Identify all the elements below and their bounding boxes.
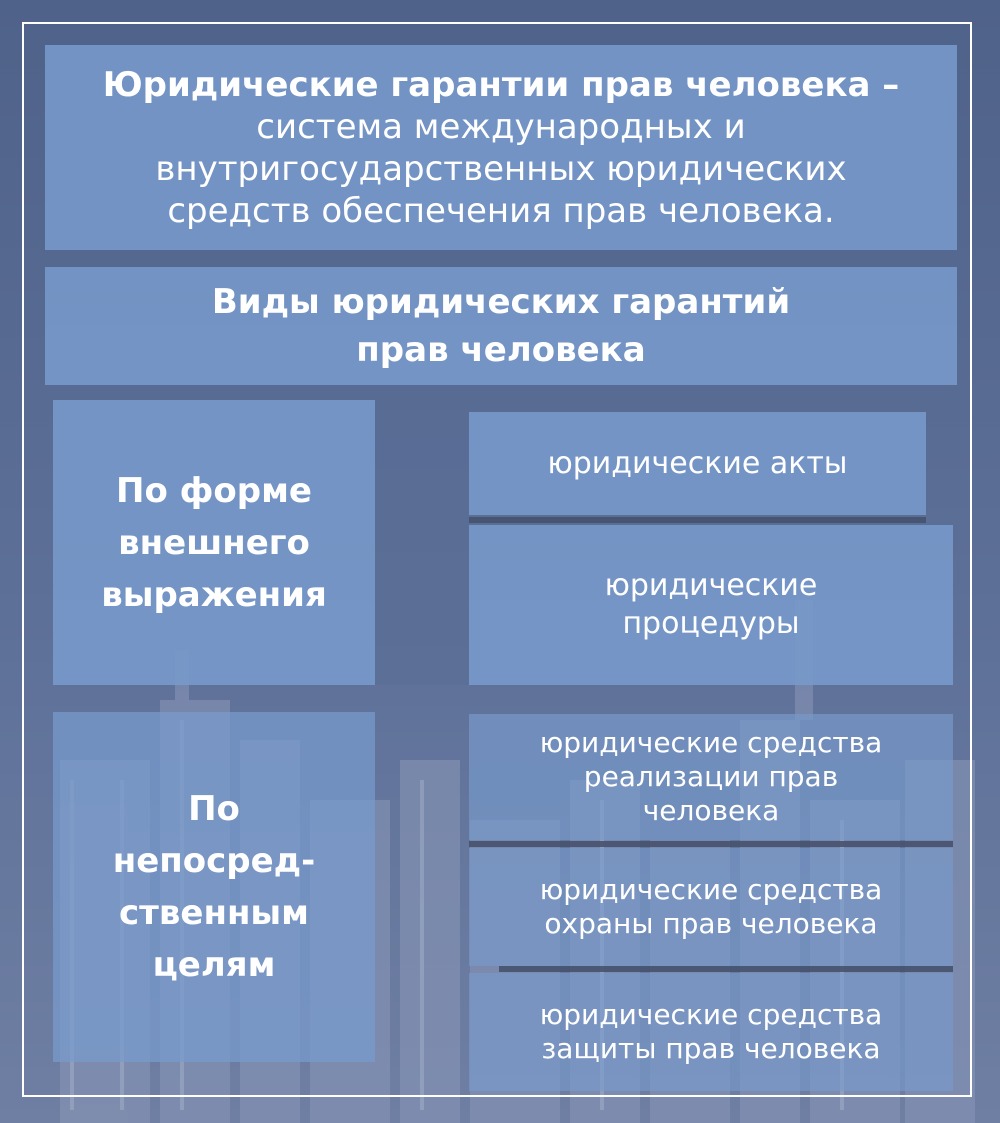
separator: [469, 517, 926, 523]
types-header-line-2: прав человека: [356, 330, 646, 370]
purpose-item-text: охраны прав человека: [544, 907, 878, 940]
definition-line-1: система международных и: [256, 106, 746, 147]
separator: [499, 966, 953, 972]
form-item-text: юридические: [604, 568, 818, 603]
definition-panel: [45, 45, 957, 250]
category-purpose-label-line: По: [188, 789, 240, 829]
purpose-item-text: реализации прав: [583, 760, 839, 793]
definition-line-3: средств обеспечения прав человека.: [167, 190, 835, 231]
purpose-item-protection: [469, 848, 953, 966]
form-item-text: процедуры: [622, 606, 800, 641]
definition-line-2: внутригосударственных юридических: [155, 148, 847, 189]
types-header-line-1: Виды юридических гарантий: [211, 282, 791, 322]
types-header-panel: [45, 267, 957, 385]
category-form-box: [53, 400, 375, 685]
purpose-item-text: юридические средства: [539, 998, 883, 1031]
purpose-item-text: юридические средства: [539, 726, 883, 759]
category-purpose-label-line: непосред-: [112, 841, 316, 881]
category-purpose-box: [53, 712, 375, 1062]
form-item-text: юридические акты: [547, 445, 848, 481]
form-item-legal-acts: [469, 412, 926, 515]
purpose-item-realization: [469, 714, 953, 840]
form-item-legal-procedures: [469, 525, 953, 685]
category-form-label-line: По форме: [116, 470, 312, 511]
separator: [469, 841, 953, 847]
purpose-item-text: человека: [642, 794, 780, 827]
purpose-item-text: защиты прав человека: [541, 1032, 881, 1065]
category-form-label-line: выражения: [101, 574, 327, 615]
category-form-label-line: внешнего: [118, 522, 310, 563]
purpose-item-text: юридические средства: [539, 873, 883, 906]
purpose-item-defense: [469, 973, 953, 1091]
category-purpose-label-line: ственным: [119, 893, 309, 933]
definition-term: Юридические гарантии прав человека –: [102, 64, 900, 105]
category-purpose-label-line: целям: [152, 945, 276, 985]
connector-stem: [375, 410, 469, 685]
